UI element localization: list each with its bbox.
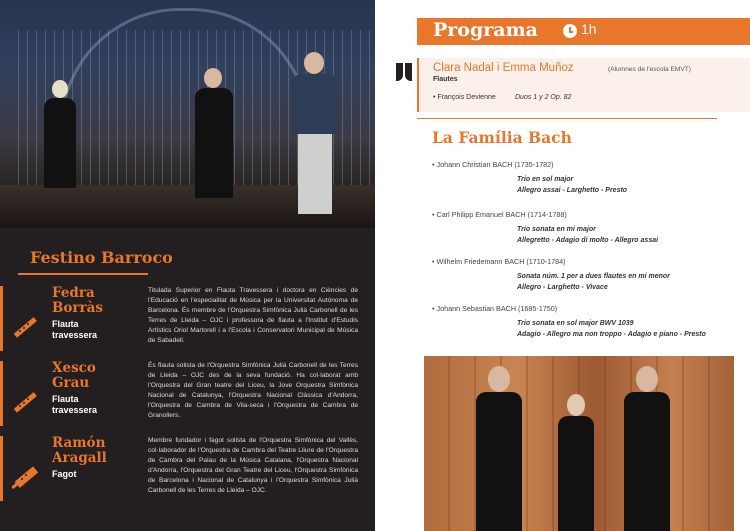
work-movements: Adagio - Allegro ma non troppo - Adagio e piano - Presto	[517, 331, 706, 338]
bach-section-title: La Família Bach	[432, 128, 572, 147]
curtain-icon	[396, 63, 412, 81]
concert-photo	[0, 0, 375, 228]
musician-bio: Membre fundador i fagot solista de l'Orquestra Simfònica del Vallès, col·laborador de l'Orquestra de Cambra del Teatre Lliure de l'Orquestra de Cambra del Palau de la Música Catalana, l'Orquestra Nacional d'Andorra, l'Orquestra del Gran Teatre del Liceu, l'Orquestra Simfònica de Barcelona i Nacional de Catalunya i l'Orquestra Simfònica Julià Carbonell de les Terres de Lleida – OJC.	[148, 437, 358, 494]
musician-bio: Titulada Superior en Flauta Travessera i doctora en Ciències de l'Educació en l'especialitat de Música per la Universitat Autònoma de Barcelona. És membre de l'Orquestra Simfònica Julià Carbonell de les Terres de Lleida – OJC i professora de flauta a l'Institut d'Estudis Artístics Oriol Martorell i a l'Escola i Conservatori Municipal de Música de Sabadell.	[148, 287, 358, 344]
musician-bio: És flauta solista de l'Orquestra Simfònica Julià Carbonell de les Terres de Lleida – OJC des de la seva fundació. Ha col·laborat amb l'Orquestra del Gran teatre del Liceu, la Jove Orquestra Simfònica Nacional de Catalunya, l'Orquestra Nacional Clàssica d'Andorra, l'Orquestra de Cambra de Vila-seca i l'Orquestra de Cambra de Granollers.	[148, 362, 358, 419]
performer-note: (Alumnes de l'escola EMVT)	[608, 66, 691, 73]
musician-name: Fedra Borràs	[52, 285, 103, 316]
musician-instrument: Flauta travessera	[52, 319, 98, 340]
accent-bar	[0, 436, 3, 501]
musician-instrument: Fagot	[52, 469, 77, 479]
trio-photo	[424, 356, 734, 531]
work-title: Trio sonata en mi major	[517, 226, 596, 233]
work-movements: Allegro - Larghetto - Vivace	[517, 284, 608, 291]
work-title: Trio sonata en sol major BWV 1039	[517, 320, 634, 327]
work-composer: • Johann Christian BACH (1735-1782)	[432, 160, 554, 169]
work-title: Trio en sol major	[517, 176, 574, 183]
duration: 1h	[581, 21, 597, 37]
flute-icon	[10, 387, 40, 417]
musician-name: Xesco Grau	[52, 360, 96, 391]
clock-icon	[563, 24, 577, 38]
performer-instrument: Flautes	[433, 76, 458, 83]
work-title: Sonata núm. 1 per a dues flautes en mi menor	[517, 273, 670, 280]
work-composer: • Johann Sebastian BACH (1685-1750)	[432, 304, 558, 313]
program-item	[432, 304, 742, 340]
piece-title: Duos 1 y 2 Op. 82	[515, 94, 572, 101]
work-composer: • Wilhelm Friedemann BACH (1710-1784)	[432, 257, 566, 266]
accent-bar	[0, 361, 3, 426]
musician-instrument: Flauta travessera	[52, 394, 98, 415]
accent-bar	[0, 286, 3, 351]
performer-name: Clara Nadal i Emma Muñoz	[433, 62, 574, 74]
piece-composer: • François Devienne	[433, 94, 496, 101]
musician-name: Ramón Aragall	[52, 435, 107, 466]
program-item	[432, 257, 742, 293]
section-divider	[417, 118, 717, 119]
ensemble-section	[0, 228, 375, 531]
right-page	[375, 0, 750, 531]
work-composer: • Carl Philipp Emanuel BACH (1714-1788)	[432, 210, 567, 219]
bassoon-icon	[10, 462, 40, 492]
work-movements: Allegretto - Adagio di molto - Allegro assai	[517, 237, 659, 244]
program-item	[432, 210, 742, 246]
ensemble-title: Festino Barroco	[30, 248, 173, 267]
program-item	[432, 160, 742, 196]
programa-title: Programa	[433, 19, 538, 41]
flute-icon	[10, 312, 40, 342]
work-movements: Allegro assai - Larghetto - Presto	[517, 187, 628, 194]
title-divider	[18, 273, 148, 275]
